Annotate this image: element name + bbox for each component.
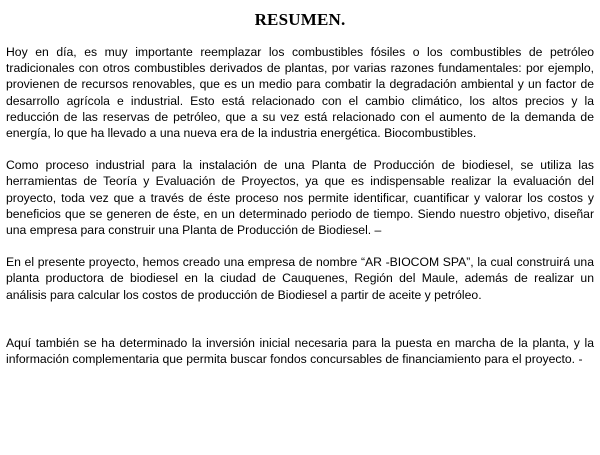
paragraph-investment: Aquí también se ha determinado la inversión inicial necesaria para la puesta en marcha de la planta, y la información complementaria que permita buscar fondos concursables de financiamiento para el proyecto. -: [6, 335, 594, 367]
paragraph-industrial-process: Como proceso industrial para la instalación de una Planta de Producción de biodiesel, se utiliza las herramientas de Teoría y Evaluación de Proyectos, ya que es indispensable realizar la evaluación del proyecto, toda vez que a través de éste proceso nos permite identificar, cuantificar y valorar los costos y beneficios que se generen de éste, en un determinado periodo de tiempo. Siendo nuestro objetivo, diseñar una empresa para construir una Planta de Producción de Biodiesel. –: [6, 158, 594, 238]
document-title: RESUMEN.: [254, 10, 346, 29]
paragraph-introduction: Hoy en día, es muy importante reemplazar los combustibles fósiles o los combustibles de petróleo tradicionales con otros combustibles derivados de plantas, por varias razones fundamentales: por ejemplo, provienen de recursos renovables, que es un medio para combatir la degradación ambiental y un factor de desarrollo agrícola e industrial. Esto está relacionado con el cambio climático, los altos precios y la reducción de las reservas de petróleo, que a su vez está relacionado con el aumento de la demanda de energía, lo que ha llevado a una nueva era de la industria energética. Biocombustibles.: [6, 45, 594, 141]
document-page: [6, 10, 594, 367]
paragraph-company: En el presente proyecto, hemos creado una empresa de nombre “AR -BIOCOM SPA”, la cual construirá una planta productora de biodiesel en la ciudad de Cauquenes, Región del Maule, además de realizar un análisis para calcular los costos de producción de Biodiesel a partir de aceite y petróleo.: [6, 255, 594, 302]
